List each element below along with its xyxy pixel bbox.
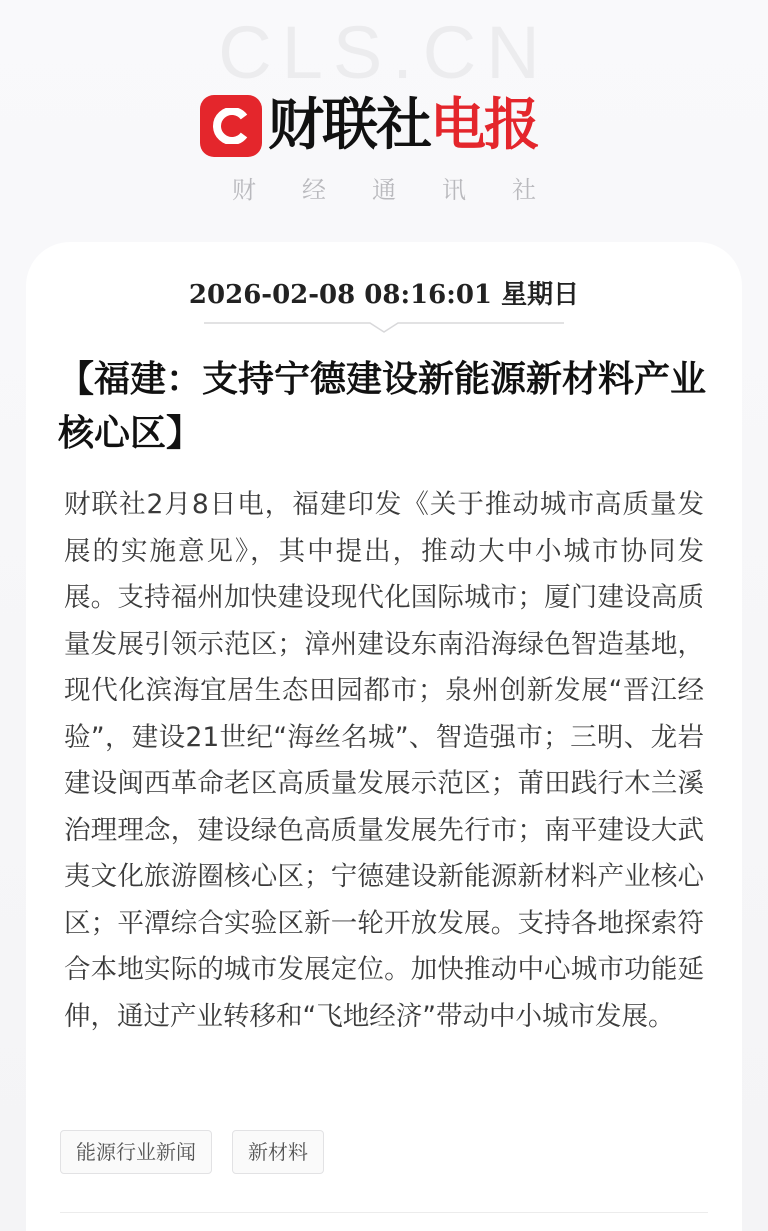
c-letter-icon: [213, 108, 249, 144]
cls-logo-icon: [200, 95, 262, 157]
header: [0, 0, 768, 240]
date-divider: [204, 320, 564, 334]
article-headline: 【福建：支持宁德建设新能源新材料产业核心区】: [58, 358, 707, 454]
article-body: 财联社2月8日电，福建印发《关于推动城市高质量发展的实施意见》，其中提出，推动大中小城市协同发展。支持福州加快建设现代化国际城市；厦门建设高质量发展引领示范区；漳州建设东南沿海绿色智造基地，现代化滨海宜居生态田园都市；泉州创新发展“晋江经验”，建设21世纪“海丝名城”、智造强市；三明、龙岩建设闽西革命老区高质量发展示范区；莆田践行木兰溪治理理念，建设绿色高质量发展先行市；南平建设大武夷文化旅游圈核心区；宁德建设新能源新材料产业核心区；平潭综合实验区新一轮开放发展。支持各地探索符合本地实际的城市发展定位。加快推动中心城市功能延伸，通过产业转移和“飞地经济”带动中小城市发展。: [64, 489, 704, 1032]
watermark-text: CLS.CN: [218, 11, 550, 94]
brand-name: 财联社: [268, 93, 430, 158]
tag-new-materials[interactable]: 新材料: [232, 1130, 324, 1174]
bottom-divider: [60, 1212, 708, 1213]
tag-list: [60, 1130, 324, 1174]
brand: [200, 93, 538, 159]
article-datetime: 2026-02-08 08:16:01 星期日: [188, 280, 580, 310]
tag-energy-news[interactable]: 能源行业新闻: [60, 1130, 212, 1174]
brand-accent: 电报: [430, 93, 538, 158]
tagline: 财经通讯社: [232, 176, 582, 204]
